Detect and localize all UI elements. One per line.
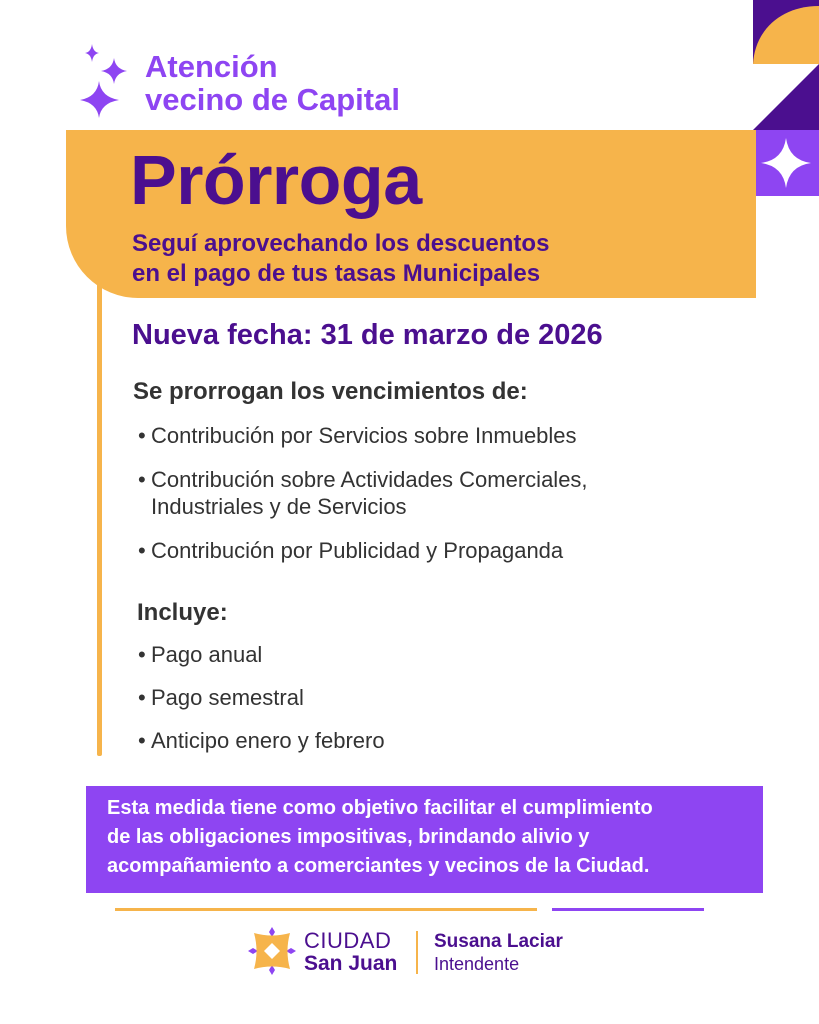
bullet: •	[138, 423, 146, 448]
subtitle-line-1: Seguí aprovechando los descuentos	[132, 230, 550, 257]
list-item	[137, 727, 385, 754]
footer-divider-orange	[115, 908, 537, 911]
ciudad-san-juan-logo-icon	[245, 924, 299, 978]
bullet: •	[138, 685, 146, 710]
subtitle	[132, 229, 549, 289]
bullet: •	[138, 467, 146, 492]
footer-divider-purple	[552, 908, 704, 911]
logo-line-2: San Juan	[304, 952, 398, 975]
extended-heading: Se prorrogan los vencimientos de:	[133, 378, 528, 405]
footer-separator	[416, 931, 418, 974]
kicker-line-2: vecino de Capital	[145, 82, 400, 117]
includes-list	[137, 641, 385, 770]
kicker-line-1: Atención	[145, 49, 278, 84]
list-item	[137, 422, 588, 449]
official-role: Intendente	[434, 954, 520, 974]
logo-line-1: CIUDAD	[304, 928, 392, 953]
list-item	[137, 466, 588, 520]
extended-list	[137, 422, 588, 581]
notice-line-3: acompañamiento a comerciantes y vecinos de la Ciudad.	[107, 855, 650, 877]
sparkles-icon	[80, 44, 128, 118]
notice-line-1: Esta medida tiene como objetivo facilitar el cumplimiento	[107, 797, 653, 819]
kicker	[145, 50, 400, 116]
accent-line	[97, 282, 102, 756]
corner-decoration	[753, 0, 819, 196]
official-signature	[434, 931, 563, 975]
list-item	[137, 537, 588, 564]
subtitle-line-2: en el pago de tus tasas Municipales	[132, 260, 541, 287]
bullet: •	[138, 728, 146, 753]
list-item-text-continued: Industriales y de Servicios	[151, 494, 407, 519]
official-name: Susana Laciar	[434, 931, 563, 952]
list-item-text: Pago anual	[151, 642, 263, 667]
list-item	[137, 641, 385, 668]
bullet: •	[138, 538, 146, 563]
list-item-text: Pago semestral	[151, 685, 304, 710]
includes-heading: Incluye:	[137, 599, 228, 626]
list-item-text: Contribución sobre Actividades Comerciales,	[151, 467, 588, 492]
city-logo-text	[304, 930, 397, 976]
new-date: Nueva fecha: 31 de marzo de 2026	[132, 319, 603, 351]
notice-line-2: de las obligaciones impositivas, brindando alivio y	[107, 826, 590, 848]
list-item-text: Anticipo enero y febrero	[151, 728, 385, 753]
list-item-text: Contribución por Servicios sobre Inmuebles	[151, 423, 577, 448]
notice-box	[86, 786, 763, 893]
list-item-text: Contribución por Publicidad y Propaganda	[151, 538, 564, 563]
list-item	[137, 684, 385, 711]
bullet: •	[138, 642, 146, 667]
page-title: Prórroga	[130, 141, 422, 219]
